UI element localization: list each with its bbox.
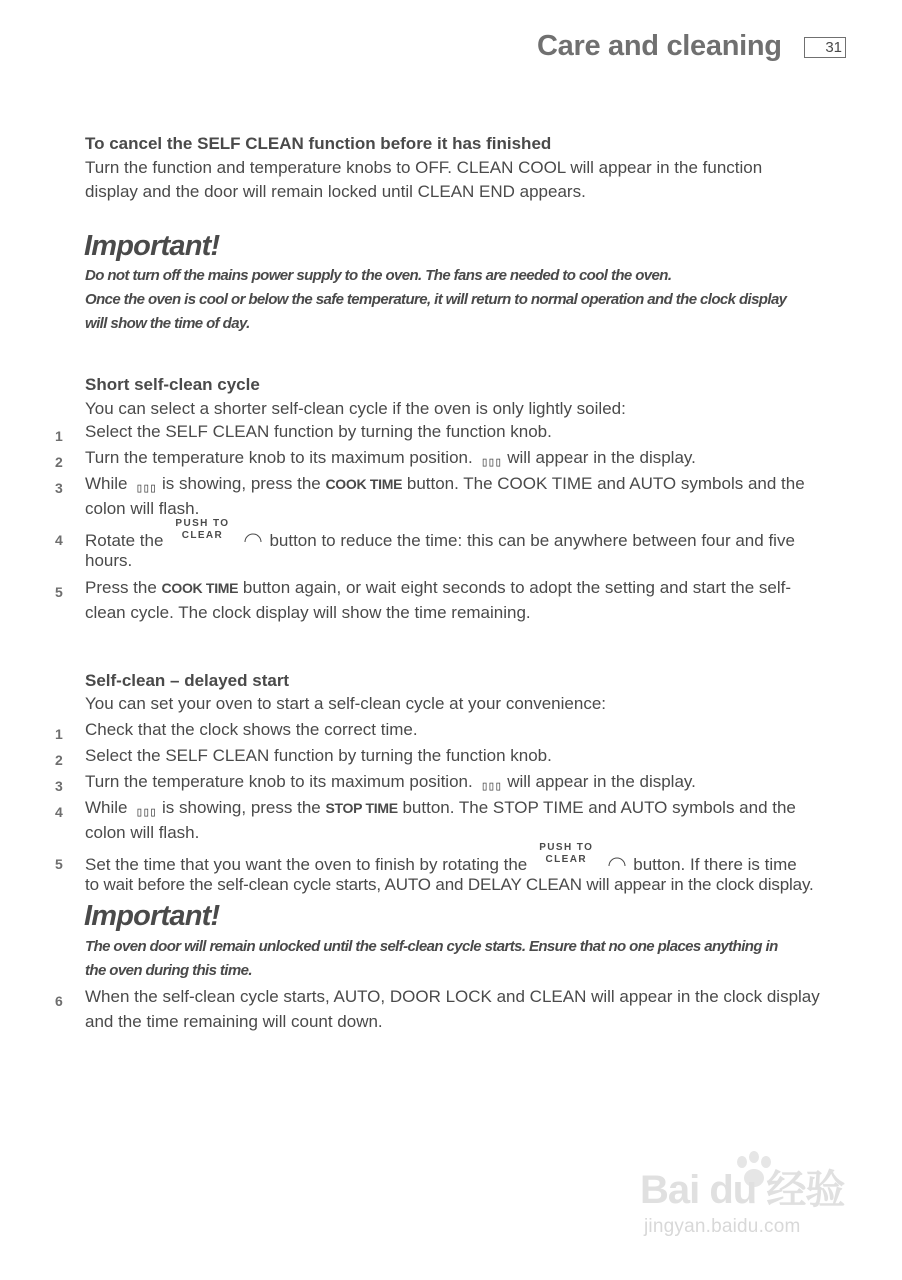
step-text: Turn the temperature knob to its maximum position. [85, 772, 473, 791]
step-text: is showing, press the [162, 474, 321, 493]
important-line-2: Once the oven is cool or below the safe temperature, it will return to normal operation and the clock display [85, 291, 787, 308]
rotate-knob-icon [243, 530, 263, 544]
display-symbol-icon: ▯▯▯ [135, 805, 156, 820]
push-to-clear-icon [535, 842, 599, 870]
step-text: button. The STOP TIME and AUTO symbols and the [402, 798, 796, 817]
short-step-2 [85, 446, 696, 475]
step-text: button. If there is time [633, 855, 797, 874]
important-line-1: Do not turn off the mains power supply to the oven. The fans are needed to cool the oven. [85, 267, 672, 284]
cancel-line-2: display and the door will remain locked until CLEAN END appears. [85, 182, 586, 201]
step-text: is showing, press the [162, 798, 321, 817]
important2-line-1: The oven door will remain unlocked until the self-clean cycle starts. Ensure that no one places anything in [85, 938, 778, 955]
important-title-2: Important! [84, 900, 220, 932]
step-number: 5 [55, 584, 63, 600]
short-step-5 [85, 576, 791, 600]
short-step-1: Select the SELF CLEAN function by turning the function knob. [85, 422, 552, 441]
push-to-clear-label: PUSH TO CLEAR [539, 842, 594, 865]
delayed-step-4-cont: colon will flash. [85, 823, 200, 842]
delayed-step-3 [85, 770, 696, 799]
important-title: Important! [84, 230, 220, 262]
display-symbol-icon: ▯▯▯ [480, 779, 502, 794]
short-step-3-cont: colon will flash. [85, 499, 200, 518]
delayed-step-6-cont: and the time remaining will count down. [85, 1012, 383, 1031]
step-number: 3 [55, 480, 63, 496]
step-number: 1 [55, 726, 63, 742]
short-cycle-heading: Short self-clean cycle [85, 375, 260, 394]
watermark-logo: Bai du 经验 [640, 1168, 845, 1212]
push-to-clear-label: PUSH TO CLEAR [175, 518, 230, 541]
step-number: 2 [55, 454, 63, 470]
step-text: button again, or wait eight seconds to adopt the setting and start the self- [242, 578, 792, 597]
page-title: Care and cleaning [537, 30, 782, 62]
step-text: Press the [85, 578, 157, 597]
delayed-step-1: Check that the clock shows the correct time. [85, 720, 418, 739]
step-number: 3 [55, 778, 63, 794]
delayed-intro: You can set your oven to start a self-clean cycle at your convenience: [85, 694, 606, 713]
cook-time-label: COOK TIME [161, 580, 239, 596]
short-cycle-intro: You can select a shorter self-clean cycle if the oven is only lightly soiled: [85, 399, 626, 418]
step-number: 1 [55, 428, 63, 444]
step-number: 6 [55, 993, 63, 1009]
step-text: Set the time that you want the oven to finish by rotating the [85, 855, 528, 874]
step-text: Rotate the [85, 531, 164, 550]
step-text: While [85, 474, 128, 493]
delayed-step-2: Select the SELF CLEAN function by turning the function knob. [85, 746, 552, 765]
short-step-4-cont: hours. [85, 551, 133, 570]
short-step-4 [85, 518, 795, 553]
delayed-heading: Self-clean – delayed start [85, 671, 290, 690]
important-line-3: will show the time of day. [85, 315, 250, 332]
step-number: 4 [55, 804, 63, 820]
step-number: 4 [55, 532, 63, 548]
step-text: will appear in the display. [507, 448, 696, 467]
step-text: button. The COOK TIME and AUTO symbols and the [406, 474, 805, 493]
step-number: 5 [55, 856, 63, 872]
short-step-5-cont: clean cycle. The clock display will show the time remaining. [85, 603, 531, 622]
display-symbol-icon: ▯▯▯ [480, 455, 502, 470]
cook-time-label: COOK TIME [325, 476, 403, 492]
delayed-step-6: When the self-clean cycle starts, AUTO, DOOR LOCK and CLEAN will appear in the clock display [85, 987, 820, 1006]
delayed-step-5-cont: to wait before the self-clean cycle starts, AUTO and DELAY CLEAN will appear in the clock display. [85, 875, 814, 894]
important2-line-2: the oven during this time. [85, 962, 252, 979]
cancel-heading: To cancel the SELF CLEAN function before it has finished [85, 134, 552, 153]
page-number: 31 [804, 37, 846, 58]
watermark-url: jingyan.baidu.com [644, 1216, 801, 1237]
watermark [640, 1150, 860, 1250]
rotate-knob-icon [607, 854, 627, 868]
stop-time-label: STOP TIME [325, 800, 398, 816]
step-text: button to reduce the time: this can be anywhere between four and five [269, 531, 795, 550]
push-to-clear-icon [171, 518, 235, 546]
step-text: While [85, 798, 128, 817]
step-text: Turn the temperature knob to its maximum position. [85, 448, 473, 467]
step-text: will appear in the display. [507, 772, 696, 791]
step-number: 2 [55, 752, 63, 768]
display-symbol-icon: ▯▯▯ [135, 481, 156, 496]
cancel-line-1: Turn the function and temperature knobs to OFF. CLEAN COOL will appear in the function [85, 158, 763, 177]
